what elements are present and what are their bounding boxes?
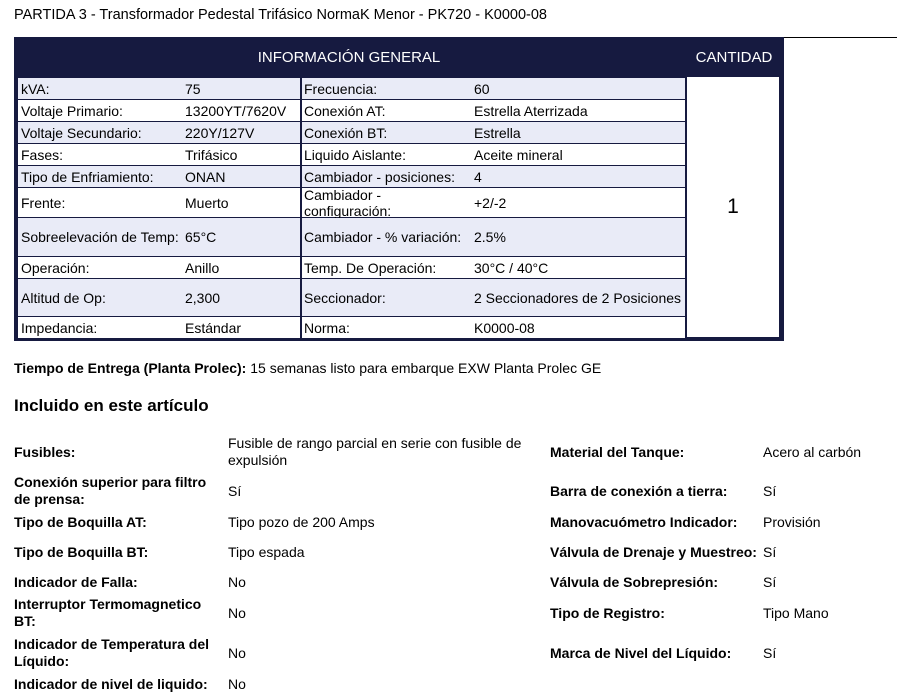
spec-value: 60	[474, 80, 490, 97]
included-item-value: Sí	[228, 482, 242, 499]
table-row	[18, 78, 685, 99]
spec-label: kVA:	[21, 80, 50, 97]
spec-value: 2 Seccionadores de 2 Posiciones	[474, 289, 682, 306]
included-item-label: Válvula de Sobrepresión:	[550, 573, 719, 590]
quantity-header: CANTIDAD	[684, 37, 784, 77]
spec-label: Conexión AT:	[304, 102, 386, 119]
included-item-value: Sí	[763, 543, 777, 560]
spec-value: 65°C	[185, 229, 217, 245]
spec-label: Cambiador - posiciones:	[304, 168, 455, 185]
spec-label: Tipo de Enfriamiento:	[21, 168, 154, 185]
spec-label: Voltaje Primario:	[21, 102, 123, 119]
spec-value: K0000-08	[474, 319, 535, 336]
included-item-value: No	[228, 604, 246, 621]
delivery-value: 15 semanas listo para embarque EXW Planta Prolec GE	[250, 360, 602, 376]
included-item-value: Tipo Mano	[763, 604, 829, 621]
table-row	[18, 218, 685, 256]
spec-label: Voltaje Secundario:	[21, 124, 142, 141]
spec-value: 30°C / 40°C	[474, 259, 549, 276]
included-item-label: Marca de Nivel del Líquido:	[550, 644, 732, 661]
spec-label: Sobreelevación de Temp:	[21, 229, 179, 245]
document-title: PARTIDA 3 - Transformador Pedestal Trifásico NormaK Menor - PK720 - K0000-08	[14, 7, 547, 23]
included-item-value: Tipo pozo de 200 Amps	[228, 513, 375, 530]
included-item-value: No	[228, 573, 246, 590]
included-item-label: Barra de conexión a tierra:	[550, 482, 728, 499]
table-row	[18, 166, 685, 187]
spec-label: Frente:	[21, 194, 66, 211]
included-item-label: Manovacuómetro Indicador:	[550, 513, 738, 530]
included-item-value: Tipo espada	[228, 543, 305, 560]
spec-value: Estándar	[185, 319, 242, 336]
spec-grid	[18, 77, 685, 341]
delivery-time	[14, 360, 601, 376]
table-row	[18, 317, 685, 338]
included-item-label: Tipo de Registro:	[550, 604, 665, 621]
table-row	[18, 144, 685, 165]
spec-label: Seccionador:	[304, 289, 386, 306]
included-item-label: Indicador de Falla:	[14, 573, 138, 590]
spec-value: 220Y/127V	[185, 124, 255, 141]
spec-label: Impedancia:	[21, 319, 98, 336]
spec-value: Estrella	[474, 124, 521, 141]
spec-value: +2/-2	[474, 194, 507, 211]
included-item-value: Provisión	[763, 513, 821, 530]
included-item-label: Interruptor Termomagnetico BT:	[14, 596, 202, 629]
spec-value: 4	[474, 168, 482, 185]
spec-label: Temp. De Operación:	[304, 259, 437, 276]
included-item-label: Indicador de Temperatura del Líquido:	[14, 636, 210, 669]
spec-value: Estrella Aterrizada	[474, 102, 588, 119]
spec-label: Cambiador - configuración:	[304, 186, 392, 219]
header-rule	[784, 37, 897, 38]
quantity-value: 1	[727, 195, 739, 218]
included-item-value: Sí	[763, 644, 777, 661]
spec-value: Aceite mineral	[474, 146, 563, 163]
included-item-value: Sí	[763, 482, 777, 499]
delivery-label: Tiempo de Entrega (Planta Prolec):	[14, 360, 247, 376]
spec-label: Operación:	[21, 259, 90, 276]
included-heading: Incluido en este artículo	[14, 396, 209, 415]
included-item-label: Indicador de nivel de liquido:	[14, 675, 208, 692]
spec-value: 13200YT/7620V	[185, 102, 287, 119]
table-row	[18, 188, 685, 217]
spec-value: ONAN	[185, 168, 226, 185]
included-item-label: Material del Tanque:	[550, 443, 685, 460]
table-row	[18, 279, 685, 316]
spec-label: Frecuencia:	[304, 80, 378, 97]
spec-value: 75	[185, 80, 201, 97]
spec-label: Conexión BT:	[304, 124, 388, 141]
included-item-value: No	[228, 644, 246, 661]
included-item-value: Fusible de rango parcial en serie con fusible de expulsión	[228, 435, 522, 468]
general-info-table	[14, 37, 784, 341]
included-item-label: Fusibles:	[14, 443, 76, 460]
spec-value: 2.5%	[474, 229, 506, 245]
included-item-label: Tipo de Boquilla BT:	[14, 543, 149, 560]
included-item-value: Acero al carbón	[763, 443, 862, 460]
included-item-label: Conexión superior para filtro de prensa:	[14, 474, 207, 507]
general-info-header: INFORMACIÓN GENERAL	[14, 37, 684, 77]
included-item-label: Tipo de Boquilla AT:	[14, 513, 147, 530]
included-item-value: Sí	[763, 573, 777, 590]
spec-label: Altitud de Op:	[21, 289, 106, 306]
spec-value: Muerto	[185, 194, 229, 211]
spec-label: Cambiador - % variación:	[304, 229, 462, 245]
table-body	[14, 77, 784, 341]
included-item-label: Válvula de Drenaje y Muestreo:	[550, 543, 757, 560]
table-row	[18, 257, 685, 278]
spec-label: Norma:	[304, 319, 350, 336]
included-item-value: No	[228, 675, 246, 692]
spec-value: Trifásico	[185, 146, 238, 163]
column-divider	[300, 77, 302, 341]
spec-label: Fases:	[21, 146, 64, 163]
table-row	[18, 122, 685, 143]
spec-value: 2,300	[185, 289, 221, 306]
spec-label: Liquido Aislante:	[304, 146, 406, 163]
spec-value: Anillo	[185, 259, 220, 276]
table-row	[18, 100, 685, 121]
